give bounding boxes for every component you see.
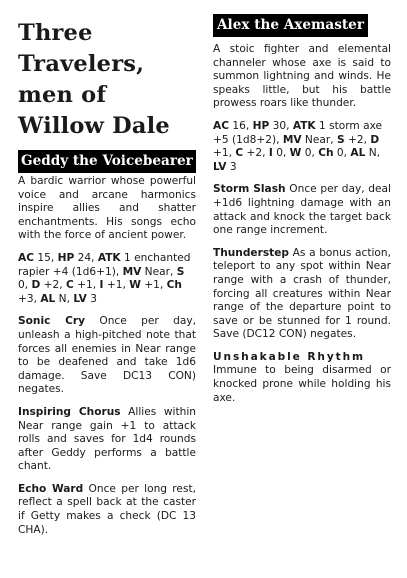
stat-label: S: [336, 133, 345, 146]
stat-value: N,: [55, 292, 74, 305]
geddy-ability-inspiring-chorus: [18, 406, 196, 474]
stat-label: C: [66, 279, 74, 292]
page-title: Three Travelers, men of Willow Dale: [18, 20, 170, 139]
stat-value: +1,: [213, 147, 236, 160]
stat-value: 0,: [272, 147, 290, 160]
stat-value: 16,: [228, 119, 253, 132]
ability-text: As a bonus action, teleport to any spot within Near range with a crash of thunder, forcing all creatures within Near range of the departure point to save or be stunned for 1 round. Save (DC12 CON) negates.: [213, 246, 391, 341]
stat-label: D: [370, 133, 380, 146]
ability-name: Storm Slash: [213, 183, 286, 196]
geddy-name-banner: Geddy the Voicebearer: [18, 150, 196, 173]
ability-text: Once per day, deal +1d6 lightning damage with an attack and knock the target back one range increment.: [213, 183, 391, 237]
stat-label: ATK: [97, 251, 121, 264]
stat-value: +2,: [243, 147, 269, 160]
stat-value: +1,: [73, 279, 100, 292]
stat-label: LV: [73, 292, 87, 305]
stat-label: AC: [18, 251, 34, 264]
alex-ability-thunderstep: [213, 247, 391, 342]
ability-text: Once per day, unleash a high-pitched note that forces all enemies in Near range to be deafened and take 1d6 damage. Save DC13 CON) negates.: [18, 315, 196, 396]
ability-text: Once per long rest, reflect a spell back at the caster if Getty makes a check (DC 13 CHA).: [18, 482, 196, 536]
stat-label: MV: [282, 133, 302, 146]
alex-ability-unshakable-rhythm: [213, 351, 391, 405]
stat-value: 15,: [33, 251, 58, 264]
stat-label: C: [235, 147, 244, 160]
stat-value: 0,: [301, 147, 319, 160]
alex-description: A stoic fighter and elemental channeler whose axe is said to summon lightning and winds. He speaks little, but his battle prowess roars like thunder.: [213, 43, 391, 110]
stat-label: LV: [213, 160, 227, 173]
ability-name: Unshakable Rhythm: [213, 350, 365, 363]
ability-name: Echo Ward: [18, 482, 84, 495]
stat-value: 0,: [333, 147, 351, 160]
alex-stats: [213, 120, 391, 174]
stat-label: HP: [57, 251, 75, 264]
stat-label: S: [176, 265, 185, 278]
stat-label: MV: [122, 265, 142, 278]
stat-label: I: [99, 279, 104, 292]
stat-value: 3: [86, 292, 97, 305]
stat-label: Ch: [166, 279, 182, 292]
stat-value: +2,: [40, 279, 67, 292]
stat-value: Near,: [301, 133, 337, 146]
left-column: [18, 14, 196, 546]
ability-text: Immune to being disarmed or knocked prone while holding his axe.: [213, 364, 391, 404]
stat-value: N,: [365, 147, 380, 160]
stat-value: 0,: [18, 279, 32, 292]
ability-name: Thunderstep: [213, 246, 289, 259]
stat-label: AC: [213, 119, 229, 132]
ability-text: Allies within Near range gain +1 to attack rolls and saves for 1d4 rounds after Geddy performs a battle chant.: [18, 405, 197, 473]
stat-label: AL: [40, 292, 56, 305]
stat-label: ATK: [292, 119, 316, 132]
stat-value: 24,: [74, 251, 98, 264]
stat-value: 1 enchanted rapier +4 (1d6+1),: [18, 251, 191, 278]
geddy-description: A bardic warrior whose powerful voice and arcane harmonics inspire allies and shatter enchantments. His songs echo with the force of ancient power.: [18, 175, 196, 242]
stat-value: +1,: [103, 279, 130, 292]
stat-label: I: [268, 147, 273, 160]
stat-value: Near,: [141, 265, 177, 278]
geddy-stats: [18, 252, 196, 306]
geddy-ability-sonic-cry: [18, 315, 196, 397]
stat-value: 3: [226, 160, 237, 173]
ability-name: Inspiring Chorus: [18, 405, 121, 418]
stat-label: W: [129, 279, 141, 292]
geddy-ability-echo-ward: [18, 483, 196, 537]
stat-value: +2,: [344, 133, 371, 146]
stat-value: 30,: [269, 119, 293, 132]
stat-value: 1 storm axe +5 (1d8+2),: [213, 119, 383, 146]
ability-name: Sonic Cry: [18, 315, 85, 328]
right-column: [213, 14, 391, 414]
alex-ability-storm-slash: [213, 183, 391, 237]
stat-label: AL: [350, 147, 366, 160]
stat-label: W: [289, 147, 302, 160]
stat-label: Ch: [318, 147, 334, 160]
stat-label: D: [31, 279, 41, 292]
stat-label: HP: [252, 119, 270, 132]
alex-name-banner: Alex the Axemaster: [213, 14, 368, 37]
stat-value: +1,: [140, 279, 167, 292]
stat-value: +3,: [18, 292, 41, 305]
